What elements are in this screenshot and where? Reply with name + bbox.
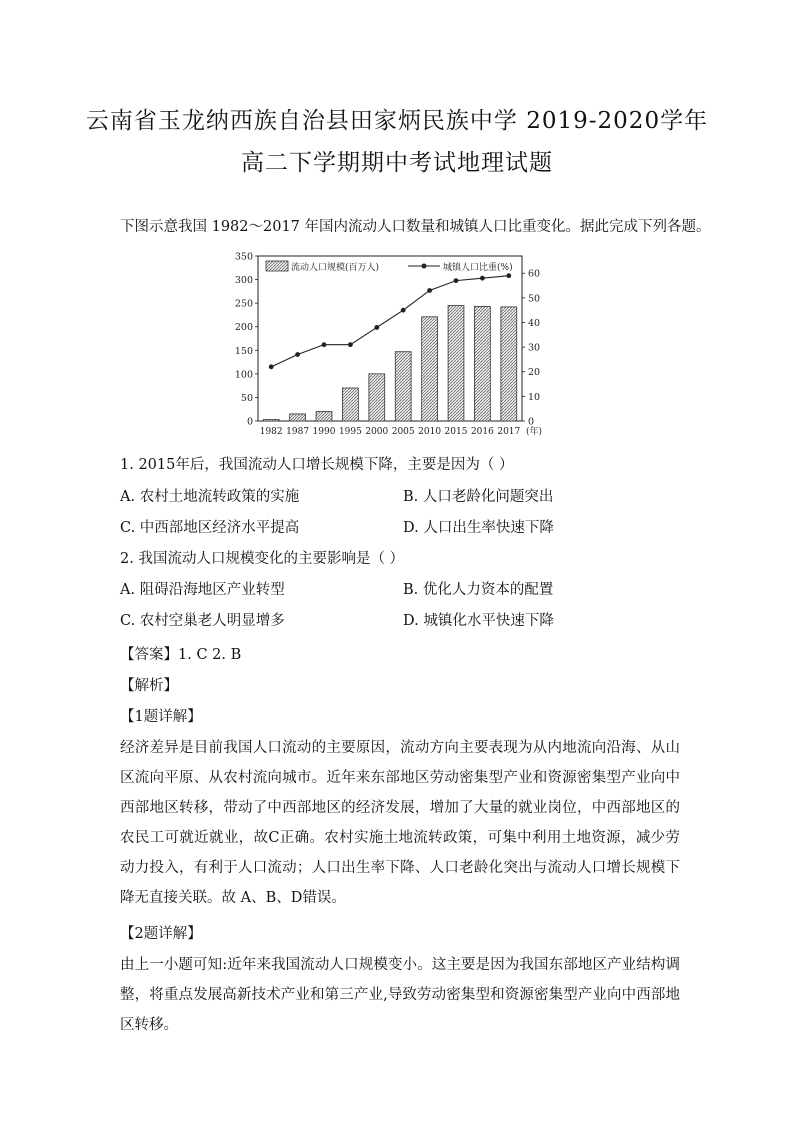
x-tick-label: 2005 (391, 427, 415, 437)
analysis-label: 【解析】 (120, 678, 178, 694)
bar-2005 (395, 352, 411, 421)
x-tick-label: 2000 (365, 427, 389, 437)
left-tick-label: 100 (234, 369, 253, 381)
urban-ratio-point-1990 (322, 342, 327, 347)
intro-text: 下图示意我国 1982～2017 年国内流动人口数量和城镇人口比重变化。据此完成下列各题。 (120, 219, 711, 235)
right-tick-label: 40 (528, 317, 541, 329)
x-tick-label: 2016 (470, 427, 494, 437)
q1-option-d: D. 人口出生率快速下降 (403, 520, 554, 536)
bars-series (263, 306, 516, 422)
right-tick-label: 60 (528, 268, 541, 280)
right-tick-label: 20 (528, 367, 541, 379)
q1-option-a: A. 农村土地流转政策的实施 (120, 489, 300, 505)
left-tick-label: 350 (234, 251, 253, 263)
document-title-line1: 云南省玉龙纳西族自治县田家炳民族中学 2019-2020学年 (85, 108, 709, 134)
q2-option-a: A. 阻碍沿海地区产业转型 (120, 582, 285, 598)
urban-ratio-line (271, 276, 509, 367)
chart-legend (266, 261, 513, 273)
answer-line: 【答案】1. C 2. B (120, 647, 242, 663)
q2-option-b: B. 优化人力资本的配置 (403, 582, 554, 598)
left-axis (235, 252, 258, 428)
urban-ratio-point-2015 (454, 278, 459, 283)
bar-2015 (448, 306, 464, 422)
q1-option-b: B. 人口老龄化问题突出 (403, 489, 554, 505)
legend-line-label: 城镇人口比重(%) (443, 263, 513, 273)
left-tick-label: 250 (234, 298, 253, 310)
legend-bar-label: 流动人口规模(百万人) (291, 263, 380, 273)
document-title-line2: 高二下学期期中考试地理试题 (241, 150, 553, 176)
bar-2010 (422, 317, 438, 421)
detail-2-label: 【2题详解】 (120, 926, 202, 942)
bar-1982 (263, 420, 279, 421)
x-unit-label: (年) (526, 427, 543, 437)
left-tick-label: 0 (246, 416, 253, 428)
question-1-stem: 1. 2015年后，我国流动人口增长规模下降，主要是因为（ ） (120, 457, 514, 473)
detail-2-text: 由上一小题可知:近年来我国流动人口规模变小。这主要是因为我国东部地区产业结构调整，将重点发展高新技术产业和第三产业,导致劳动密集型和资源密集型产业向中西部地区转移。 (120, 957, 680, 1033)
right-axis (522, 269, 540, 428)
left-tick-label: 200 (234, 322, 253, 334)
q2-option-c: C. 农村空巢老人明显增多 (120, 613, 285, 629)
x-tick-label: 1982 (259, 427, 283, 437)
x-tick-label: 1987 (286, 427, 310, 437)
urban-ratio-point-2005 (401, 308, 406, 313)
x-tick-label: 1990 (312, 427, 336, 437)
urban-ratio-point-1987 (295, 352, 300, 357)
question-2-stem: 2. 我国流动人口规模变化的主要影响是（ ） (120, 551, 405, 567)
q2-option-d: D. 城镇化水平快速下降 (403, 613, 554, 629)
x-tick-label: 2010 (418, 427, 442, 437)
urban-ratio-point-2017 (506, 273, 511, 278)
right-tick-label: 0 (528, 416, 535, 428)
left-tick-label: 300 (234, 275, 253, 287)
bar-2000 (369, 374, 385, 421)
urban-ratio-point-2016 (480, 276, 485, 281)
detail-1-label: 【1题详解】 (120, 709, 202, 725)
urban-ratio-point-1995 (348, 342, 353, 347)
urban-ratio-point-1982 (269, 364, 274, 369)
right-tick-label: 10 (528, 391, 541, 403)
x-axis (260, 425, 542, 437)
population-chart (222, 246, 552, 442)
left-tick-label: 150 (234, 345, 253, 357)
x-tick-label: 2015 (444, 427, 468, 437)
bar-2017 (501, 307, 517, 421)
q1-option-c: C. 中西部地区经济水平提高 (120, 520, 300, 536)
urban-ratio-point-2000 (374, 325, 379, 330)
left-tick-label: 50 (240, 392, 253, 404)
right-tick-label: 50 (528, 293, 541, 305)
bar-2016 (474, 306, 490, 421)
x-tick-label: 1995 (338, 427, 362, 437)
legend-line-marker (422, 264, 427, 269)
bar-1990 (316, 412, 332, 421)
legend-bar-swatch (266, 261, 288, 271)
right-tick-label: 30 (528, 342, 541, 354)
urban-ratio-point-2010 (427, 288, 432, 293)
x-tick-label: 2017 (497, 427, 521, 437)
bar-1995 (342, 388, 358, 421)
detail-1-text: 经济差异是目前我国人口流动的主要原因，流动方向主要表现为从内地流向沿海、从山区流向平原、从农村流向城市。近年来东部地区劳动密集型产业和资源密集型产业向中西部地区转移，带动了中西部地区的经济发展，增加了大量的就业岗位，中西部地区的农民工可就近就业，故C正确。农村实施土地流转政策，可集中利用土地资源，减少劳动力投入，有利于人口流动；人口出生率下降、人口老龄化突出与流动人口增长规模下降无直接关联。故 A、B、D错误。 (120, 740, 680, 906)
bar-1987 (290, 414, 306, 421)
